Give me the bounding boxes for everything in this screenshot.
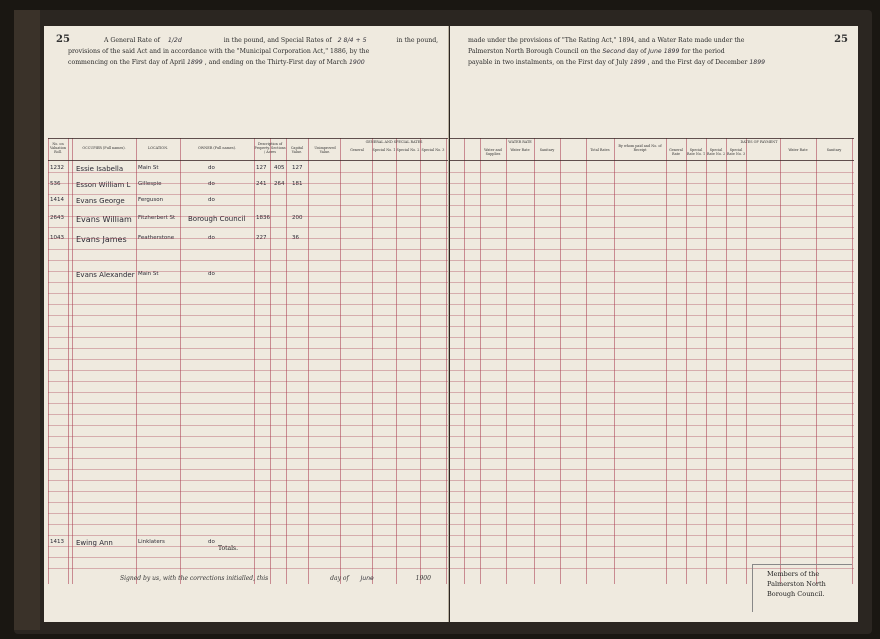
ruling-line (450, 414, 854, 415)
ruling-line (450, 194, 854, 195)
col-pay-general: General Rate (669, 148, 683, 156)
right-ledger-grid (450, 138, 854, 584)
ledger-row: 536 Esson William L Gillespie do 241 264 181 (50, 181, 303, 189)
ruling-line (450, 491, 854, 492)
col-occupier: OCCUPIER (Full names). (82, 146, 126, 150)
col-water-rate-group: WATER RATE (508, 140, 532, 144)
totals-label: Totals. (218, 545, 239, 552)
signed-line: Signed by us, with the corrections initialled, this day of June 1900 (120, 575, 431, 582)
ruling-line (450, 205, 854, 206)
ruling-line (48, 183, 448, 184)
ruling-line (450, 348, 854, 349)
ruling-line (450, 370, 854, 371)
ruling-line (450, 326, 854, 327)
col-paid-by: By whom paid and No. of Receipt (618, 144, 662, 152)
ledger-row: 1232 Essie Isabella Main St do 127 405 127 (50, 165, 303, 173)
ruling-line (450, 480, 854, 481)
col-special-1: Special No. 1 (372, 148, 396, 152)
ruling-line (450, 216, 854, 217)
col-valuation-no: No. on Valuation Roll. (49, 142, 67, 154)
left-header-line2: provisions of the said Act and in accordance with the "Municipal Corporation Act," 1886, by the (68, 48, 370, 55)
ruling-line (450, 546, 854, 547)
ruling-line (48, 370, 448, 371)
col-special-3: Special No. 3 (421, 148, 445, 152)
ruling-line (48, 502, 448, 503)
ruling-line (450, 392, 854, 393)
ruling-line (48, 337, 448, 338)
col-pay-sanitary: Sanitary (826, 148, 842, 152)
ruling-line (48, 304, 448, 305)
col-sanitary: Sanitary (539, 148, 555, 152)
ruling-line (48, 205, 448, 206)
ledger-row: 1413 Ewing Ann Linklaters do (50, 539, 215, 547)
ruling-line (450, 238, 854, 239)
ruling-line (48, 348, 448, 349)
ruling-line (48, 403, 448, 404)
ruling-line (450, 249, 854, 250)
members-line2: Palmerston North (767, 580, 826, 588)
ruling-line (450, 337, 854, 338)
col-total-rates: Total Rates (590, 148, 610, 152)
ruling-line (48, 568, 448, 569)
ruling-line (48, 249, 448, 250)
ledger-row: 2643 Evans William Fitzherbert St Borough Council 1836 200 (50, 215, 303, 224)
ruling-line (450, 535, 854, 536)
ruling-line (48, 513, 448, 514)
ruling-line (48, 282, 448, 283)
ruling-line (450, 403, 854, 404)
col-dates-of-payment: DATES OF PAYMENT (740, 140, 778, 144)
ruling-line (450, 502, 854, 503)
ruling-line (48, 458, 448, 459)
ruling-line (48, 469, 448, 470)
members-line3: Borough Council. (767, 590, 825, 598)
col-water-supplies: Water and Supplies (484, 148, 502, 156)
col-general-special-rates: GENERAL AND SPECIAL RATES (365, 140, 423, 144)
ruling-line (450, 436, 854, 437)
col-unimproved-value: Unimproved Value. (314, 146, 336, 154)
ruling-line (48, 480, 448, 481)
ruling-line (48, 381, 448, 382)
ruling-line (48, 447, 448, 448)
ruling-line (48, 172, 448, 173)
ruling-line (48, 216, 448, 217)
col-pay-special-1: Special Rate No. 1 (686, 148, 706, 156)
col-special-2: Special No. 2 (396, 148, 420, 152)
ruling-line (48, 392, 448, 393)
right-header-line1: made under the provisions of "The Rating Act," 1894, and a Water Rate made under the (468, 37, 745, 44)
ruling-line (450, 447, 854, 448)
ruling-line (450, 425, 854, 426)
ruling-line (450, 359, 854, 360)
right-header-line3: payable in two instalments, on the First day of July 1899 , and the First day of December 1899 (468, 59, 766, 66)
col-owner: OWNER (Full names). (197, 146, 236, 150)
ruling-line (48, 326, 448, 327)
left-header-line3: commencing on the First day of April 1899 , and ending on the Thirty-First day of March 1900 (68, 59, 365, 66)
ruling-line (450, 513, 854, 514)
col-pay-water: Water Rate (788, 148, 808, 152)
ruling-line (450, 172, 854, 173)
ruling-line (450, 381, 854, 382)
ledger-row: 1043 Evans James Featherstone do 227 36 (50, 235, 299, 244)
ruling-line (48, 271, 448, 272)
ruling-line (48, 425, 448, 426)
ruling-line (48, 524, 448, 525)
col-pay-special-3: Special Rate No. 3 (726, 148, 746, 156)
ruling-line (450, 304, 854, 305)
ruling-line (48, 194, 448, 195)
ruling-line (48, 293, 448, 294)
ruling-line (48, 436, 448, 437)
ruling-line (450, 557, 854, 558)
left-page-number: 25 (56, 34, 70, 45)
ruling-line (48, 557, 448, 558)
ruling-line (48, 227, 448, 228)
ruling-line (48, 546, 448, 547)
ruling-line (450, 315, 854, 316)
ruling-line (48, 315, 448, 316)
left-page (44, 26, 449, 622)
ruling-line (450, 260, 854, 261)
ruling-line (48, 535, 448, 536)
left-ledger-grid (48, 138, 448, 584)
ruling-line (48, 414, 448, 415)
right-page-number: 25 (834, 34, 848, 45)
ruling-line (48, 238, 448, 239)
ruling-line (450, 227, 854, 228)
ruling-line (48, 260, 448, 261)
ruling-line (450, 293, 854, 294)
ruling-line (450, 271, 854, 272)
ruling-line (450, 469, 854, 470)
ruling-line (450, 183, 854, 184)
left-header-line1: A General Rate of 1/2d in the pound, and Special Rates of 2 8/4 + 5 in the pound, (104, 37, 439, 44)
right-page (450, 26, 858, 622)
ruling-line (48, 359, 448, 360)
ruling-line (48, 491, 448, 492)
col-water-rate: Water Rate (510, 148, 530, 152)
ledger-spine (14, 10, 40, 630)
ledger-row: 1414 Evans George Ferguson do (50, 197, 215, 205)
right-header-line2: Palmerston North Borough Council on the Second day of June 1899 for the period (468, 48, 725, 55)
col-general: General (350, 148, 364, 152)
ruling-line (450, 524, 854, 525)
ledger-row: Evans Alexander Main St do (76, 271, 215, 279)
ruling-line (450, 282, 854, 283)
col-capital-value: Capital Value. (290, 146, 304, 154)
col-pay-special-2: Special Rate No. 2 (706, 148, 726, 156)
col-location: LOCATION. (147, 146, 169, 150)
ruling-line (450, 458, 854, 459)
members-line1: Members of the (767, 570, 820, 578)
members-box (752, 564, 852, 612)
col-description: Description of Property. Sections / Acres (254, 142, 286, 154)
